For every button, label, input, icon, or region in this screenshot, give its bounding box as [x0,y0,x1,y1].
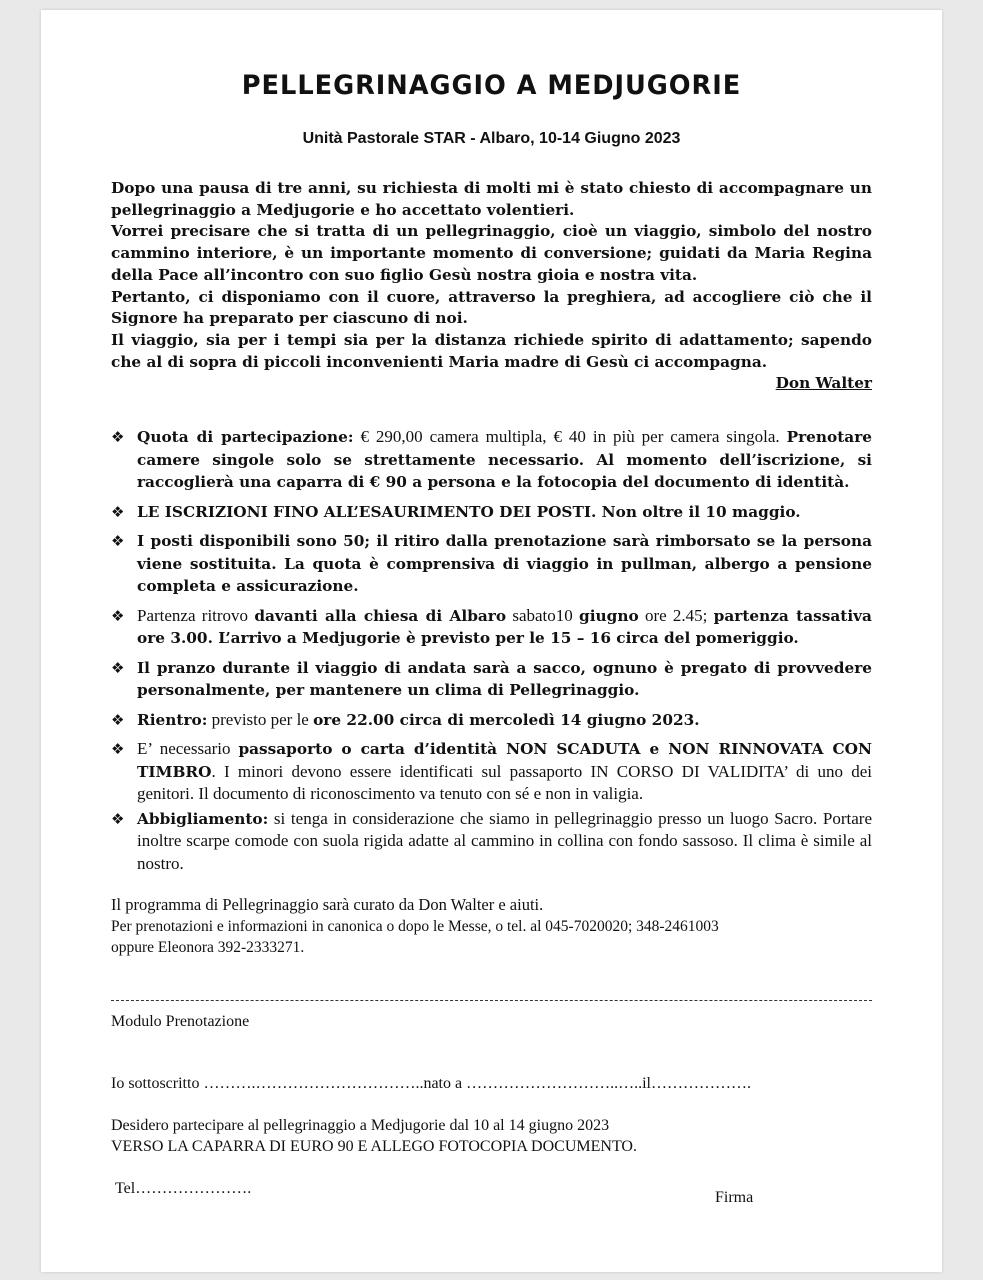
diamond-flower-icon: ❖ [111,428,125,446]
rientro-label: Rientro: [137,710,208,729]
bullet-rientro [111,709,872,732]
form-heading: Modulo Prenotazione [111,1013,250,1030]
form-name-line[interactable]: Io sottoscritto ……….…………………………..nato a ………………………..…..il………………. [111,1075,751,1092]
diamond-flower-icon: ❖ [111,606,125,625]
documento-text-2: . I minori devono essere identificati sul passaporto IN CORSO DI VALIDITA’ di uno dei genitori. Il documento di riconoscimento va tenuto con sé e non in valigia. [137,761,872,803]
program-line: Il programma di Pellegrinaggio sarà curato da Don Walter e aiuti. [111,895,544,914]
signature: Don Walter [775,374,872,393]
bullet-partenza [111,605,872,650]
rientro-text: previsto per le [207,709,314,729]
bullet-abbigliamento [111,808,872,876]
form-caparra-line: VERSO LA CAPARRA DI EURO 90 E ALLEGO FOTOCOPIA DOCUMENTO. [111,1138,637,1155]
documento-bold: passaporto o carta d’identità NON SCADUTA e NON RINNOVATA CON TIMBRO [137,740,872,781]
partenza-text-3: ore 2.45; [638,605,714,625]
form-tel-field[interactable]: Tel…………………. [115,1180,252,1197]
diamond-flower-icon: ❖ [111,502,125,521]
iscrizioni-text: LE ISCRIZIONI FINO ALL’ESAURIMENTO DEI POSTI. Non oltre il 10 maggio. [137,502,801,521]
diamond-flower-icon: ❖ [111,809,125,828]
form-desidero-line: Desidero partecipare al pellegrinaggio a Medjugorie dal 10 al 14 giugno 2023 [111,1117,610,1134]
quota-label: Quota di partecipazione: [137,428,354,446]
quota-note: Prenotare camere singole solo se strettamente necessario. [137,428,872,469]
page-subtitle: Unità Pastorale STAR - Albaro, 10-14 Giugno 2023 [302,130,681,147]
diamond-flower-icon: ❖ [111,710,125,729]
bullet-list [111,426,872,875]
bullet-quota [111,426,872,494]
bullet-iscrizioni [111,501,872,524]
documento-text-1: E’ necessario [137,739,239,758]
cut-line [111,1000,872,1001]
rientro-bold: ore 22.00 circa di mercoledì 14 giugno 2023. [313,710,700,729]
diamond-flower-icon: ❖ [111,740,125,758]
partenza-text-2: sabato10 [506,605,580,625]
booking-line: Per prenotazioni e informazioni in canonica o dopo le Messe, o tel. al 045-7020020; 348-2461003 [111,917,719,935]
intro-paragraph-3: Pertanto, ci disponiamo con il cuore, attraverso la preghiera, ad accogliere ciò che il Signore ha preparato per ciascuno di noi. [111,287,872,328]
quota-text: € 290,00 camera multipla, € 40 in più per camera singola. [353,427,780,446]
diamond-flower-icon: ❖ [111,658,125,677]
partenza-text-1: Partenza ritrovo [137,605,255,625]
partenza-bold-1: davanti alla chiesa di Albaro [254,606,507,625]
partenza-bold-2: giugno [579,606,639,625]
intro-paragraph-4: Il viaggio, sia per i tempi sia per la distanza richiede spirito di adattamento; sapendo che al di sopra di piccoli inconvenienti Maria madre di Gesù ci accompagna. [111,330,872,371]
posti-text: I posti disponibili sono 50; il ritiro dalla prenotazione sarà rimborsato se la persona viene sostituita. La quota è comprensiva di viaggio in pullman, albergo a pensione completa e assicurazione. [137,532,872,595]
form-firma-label: Firma [715,1189,754,1206]
intro-paragraph-1: Dopo una pausa di tre anni, su richiesta di molti mi è stato chiesto di accompagnare un pellegrinaggio a Medjugorie e ho accettato volentieri. [111,179,872,219]
document-page [41,10,942,1272]
page-title: PELLEGRINAGGIO A MEDJUGORIE [241,70,742,101]
abbigliamento-label: Abbigliamento: [137,809,269,828]
bullet-posti [111,530,872,598]
contact-info [111,894,872,959]
alt-contact-line: oppure Eleonora 392-2333271. [111,939,305,956]
quota-caparra: Al momento dell’iscrizione, si raccoglierà una caparra di € 90 a persona e la fotocopia del documento di identità. [137,450,872,491]
diamond-flower-icon: ❖ [111,532,125,550]
intro-letter [111,178,872,395]
abbigliamento-text: si tenga in considerazione che siamo in pellegrinaggio presso un luogo Sacro. Portare inoltre scarpe comode con suola rigida adatte al cammino in collina con fondo sassoso. Il clima è simile al nostro. [137,808,872,873]
pranzo-text: Il pranzo durante il viaggio di andata sarà a sacco, ognuno è pregato di provvedere personalmente, per mantenere un clima di Pellegrinaggio. [137,658,872,699]
bullet-pranzo [111,657,872,702]
intro-paragraph-2: Vorrei precisare che si tratta di un pellegrinaggio, cioè un viaggio, simbolo del nostro cammino interiore, è un importante momento di conversione; guidati da Maria Regina della Pace all’incontro con suo figlio Gesù nostra gioia e nostra vita. [111,222,872,284]
bullet-documento [111,738,872,806]
partenza-bold-3: partenza tassativa ore 3.00. L’arrivo a Medjugorie è previsto per le 15 – 16 circa del pomeriggio. [137,606,872,647]
